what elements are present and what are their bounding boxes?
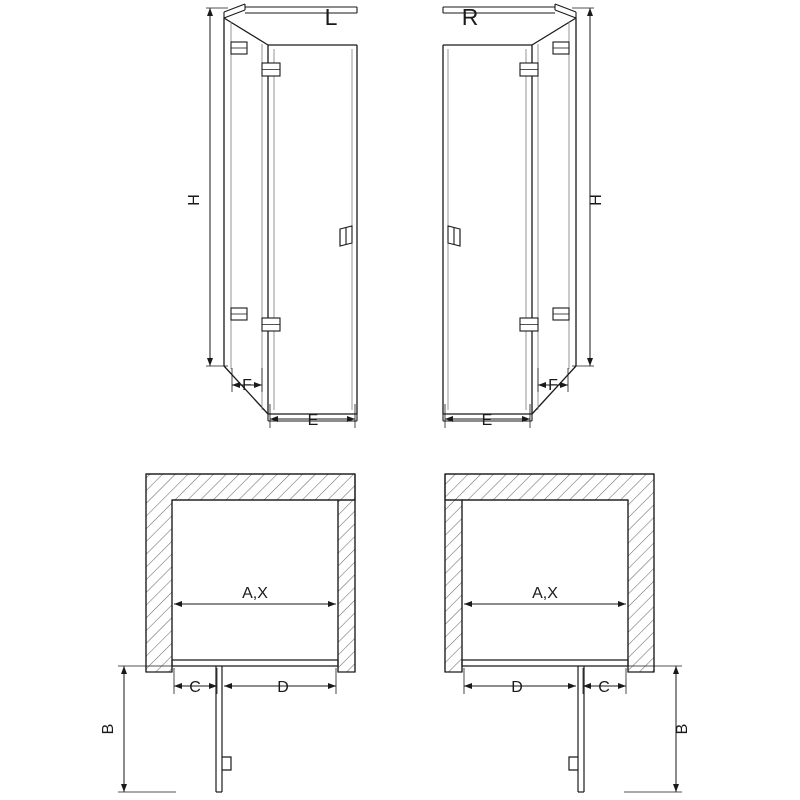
elevation-right-door-label: E xyxy=(481,412,493,429)
elevation-right-height-label: H xyxy=(588,194,605,206)
plan-left-overall-label: A,X xyxy=(242,585,268,602)
plan-left-b-label: B xyxy=(100,723,117,735)
plan-right-c-label: C xyxy=(598,679,610,696)
plan-right-b-label: B xyxy=(674,723,691,735)
elevation-left-handle xyxy=(340,226,352,246)
plan-left-c-label: C xyxy=(189,679,201,696)
elevation-left-door-label: E xyxy=(307,412,319,429)
elevation-left-fixed-label: F xyxy=(242,377,252,394)
elevation-left-variant-label: L xyxy=(324,4,338,30)
elevation-right-fixed-label: F xyxy=(548,377,558,394)
plan-right-overall-label: A,X xyxy=(532,585,558,602)
elevation-right-variant-label: R xyxy=(461,4,479,30)
plan-right-d-label: D xyxy=(511,679,523,696)
elevation-left-height-label: H xyxy=(186,194,203,206)
elevation-right-handle xyxy=(448,226,460,246)
plan-left-d-label: D xyxy=(277,679,289,696)
